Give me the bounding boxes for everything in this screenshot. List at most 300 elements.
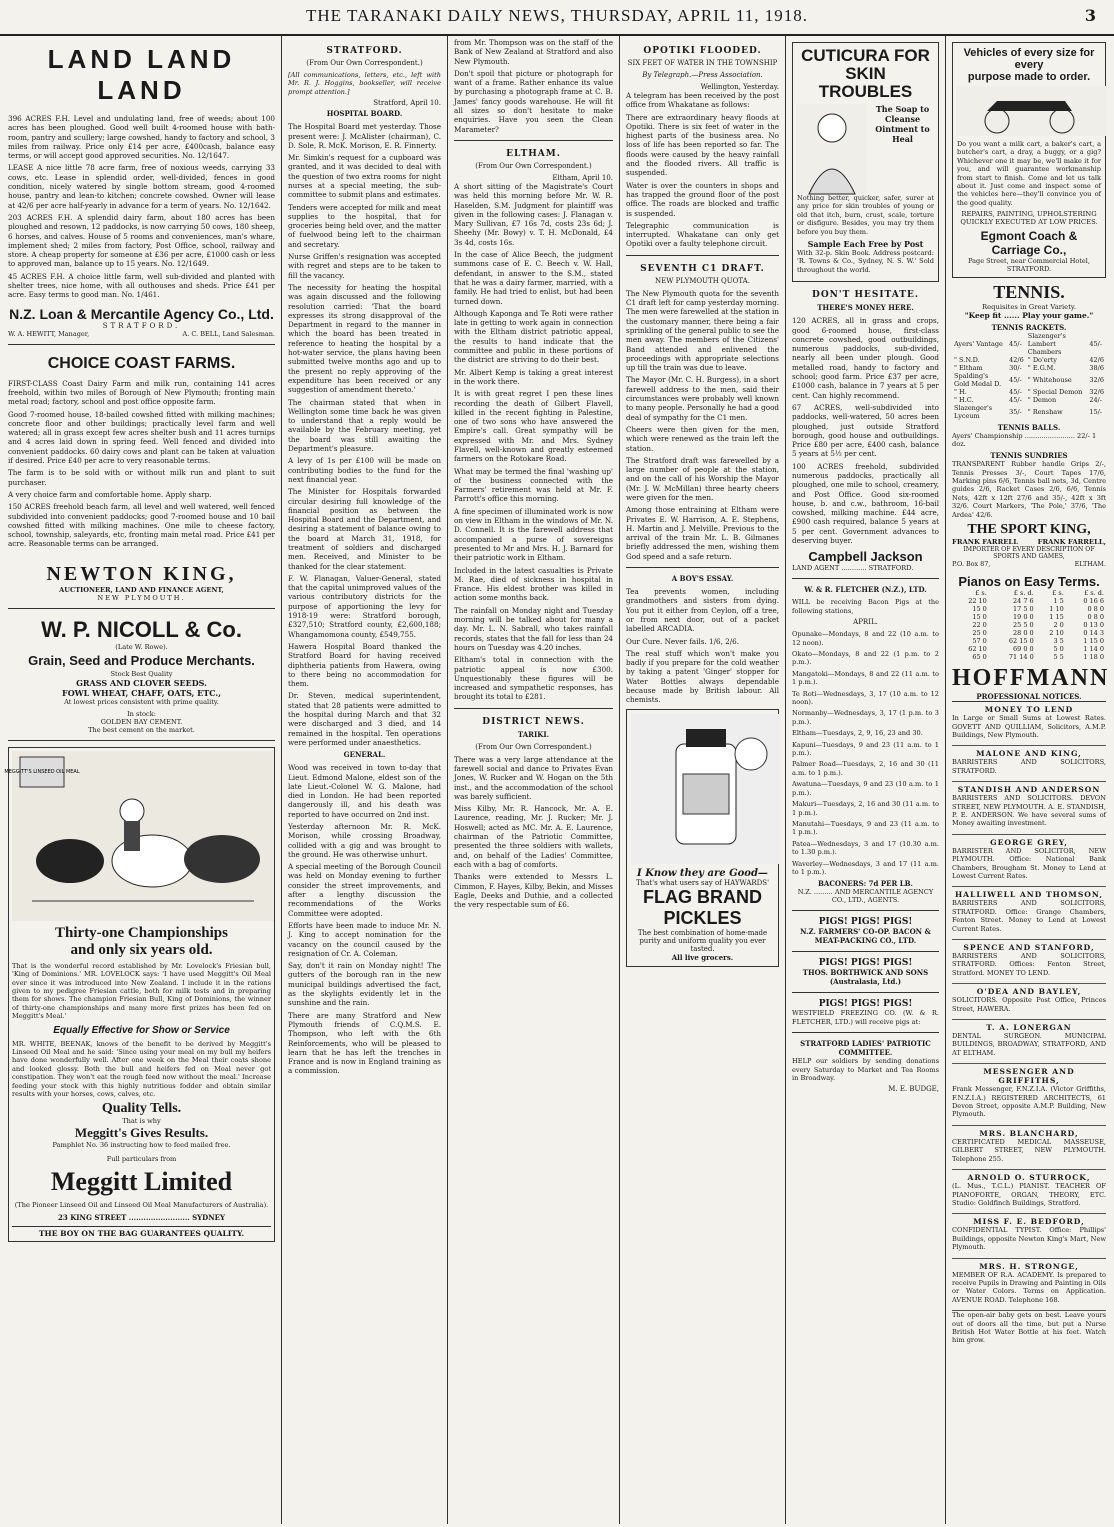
- land-listing: 203 ACRES F.H. A splendid dairy farm, about 180 acres has been ploughed and resown, 12 paddocks, is now carrying 50 cows, 180 sheep, 6 horses, and calves. House of 5 rooms and conveniences, man's whare, implement shed; 2 miles from factory, Post Office, school, railway and store. A cheap property for someone at £36 per acre, £1000 cash or less to approved man, balance up to 15 years. No. 12/1649.: [8, 212, 275, 269]
- prof-card-text: In Large or Small Sums at Lowest Rates. GOVETT AND QUILLIAM, Solicitors, A.M.P. Buildings, New Plymouth.: [952, 714, 1106, 739]
- table-cell: 5 5: [1053, 653, 1064, 662]
- station-line: Te Roti—Wednesdays, 3, 17 (10 a.m. to 12 noon).: [792, 689, 939, 707]
- table-cell: 1 18 0: [1083, 653, 1104, 662]
- telegraph-note: By Telegraph.—Press Association.: [642, 71, 763, 79]
- column-6: [946, 36, 1112, 1524]
- station-line: Okato—Mondays, 8 and 22 (1 p.m. to 2 p.m.).: [792, 650, 939, 667]
- table-row: [952, 388, 1106, 396]
- table-row: [952, 589, 1106, 597]
- table-cell: £ s.: [975, 589, 987, 598]
- haywards-quote: I Know they are Good—: [637, 867, 768, 879]
- nz-loan-name: N.Z. Loan & Mercantile Agency Co., Ltd.: [9, 305, 274, 322]
- table-row: [952, 404, 1106, 420]
- prof-card-text: Frank Messenger, F.N.Z.I.A. (Victor Griffiths, F.N.Z.I.A.) REGISTERED ARCHITECTS, 61 Devon Street, opposite A.M.P. Building, New Plymouth.: [952, 1085, 1106, 1119]
- table-row: [952, 629, 1106, 637]
- cuticura-side: The Soap to Cleanse Ointment to Heal: [875, 104, 930, 144]
- station-line: Waverley—Wednesdays, 3 and 17 (11 a.m. to 1 p.m.).: [792, 859, 939, 876]
- prof-card: [952, 835, 1106, 888]
- essay-heading: A BOY'S ESSAY.: [671, 574, 734, 584]
- choice-para: The farm is to be sold with or without milk run and plant to suit purchaser.: [8, 468, 275, 487]
- egmont-coach-ad: [952, 42, 1106, 278]
- article-para: Mr. Simkin's request for a cupboard was granted, and it was decided to deal with the question of two extra rooms for night nurses at a special meeting, the sub-committee to submit plans and estimates.: [288, 153, 441, 200]
- nicoll-line: Stock Best Quality: [110, 669, 173, 678]
- article-para: Telegraphic communication is interrupted. Whakatane can only get Opotiki over a faulty telephone circuit.: [626, 220, 779, 249]
- table-cell: " Demon: [1027, 396, 1057, 405]
- table-cell: " E.G.M.: [1027, 364, 1056, 373]
- article-para: Among those entraining at Eltham were Privates E. W. Harrison, A. E. Stephens, H. Martin and J. Melville. Previous to the arrival of the train Mr. L. B. Gilmanes briefly addressed the men, wishing them God speed and a safe return.: [626, 505, 779, 561]
- prof-card: [952, 1126, 1106, 1170]
- article-para: A special meeting of the Borough Council was held on Monday evening to further consider the street improvements, and after a lengthy discussion the recommendations of the Works Committee were adopted.: [288, 862, 441, 918]
- campbell-jackson: Campbell Jackson: [808, 549, 923, 565]
- article-para: There are many Stratford and New Plymouth friends of C.Q.M.S. E. Thompson, who left with the 6th Reinforcements, who will be pleased to learn that he has left the trenches in France and is now in England training as a commission.: [288, 1010, 441, 1076]
- nicoll-line: GOLDEN BAY CEMENT.: [100, 717, 183, 726]
- vehicles-head1: Vehicles of every size for every: [963, 47, 1095, 71]
- table-cell: 65 0: [972, 653, 987, 662]
- table-row: [952, 645, 1106, 653]
- flag-brand: FLAG BRAND: [643, 886, 762, 907]
- article-para: The Minister for Hospitals forwarded circular desiring full knowledge of the financial position as between the Hospital Board and the Department, and desiring a statement of balance owing to the board at March 31, 1918, for treatment of soldiers and discharged men. Received, and Minister to be thanked for the clear statement.: [288, 487, 441, 571]
- nicoll-late: (Late W. Rowe).: [115, 642, 168, 651]
- prof-card-text: BARRISTERS AND SOLICITORS, STRATFORD.: [952, 758, 1106, 775]
- table-cell: Slazenger's Lyceum: [954, 404, 993, 421]
- article-para: It is with great regret I pen these lines recording the death of Gilbert Flavell, killed in the recent fighting in Palestine, one of two sons who have answered the Empire's call. Great sympathy will be expressed with Mr. and Mrs. Sydney Flavell, well-known and greatly esteemed farmers on the Rotokare Road.: [454, 389, 613, 464]
- pigs-banner: PIGS! PIGS! PIGS!: [818, 999, 913, 1010]
- rackets-table: [952, 332, 1106, 420]
- choice-coast-title: CHOICE COAST FARMS.: [47, 354, 236, 372]
- pigs-banner: PIGS! PIGS! PIGS!: [818, 958, 913, 969]
- meggitt-pamphlet: Pamphlet No. 36 instructing how to feed mailed free.: [52, 1141, 231, 1150]
- table-cell: £ s. d.: [1084, 589, 1104, 598]
- table-cell: " H.: [954, 388, 967, 397]
- meggitt-address: 23 KING STREET ......................... SYDNEY: [58, 1213, 225, 1223]
- table-cell: 57 0: [972, 637, 987, 646]
- nz-agency: N.Z. ......... AND MERCANTILE AGENCY CO., LTD., AGENTS.: [797, 888, 934, 905]
- prof-card-text: BARRISTER AND SOLICITOR, NEW PLYMOUTH. Office: National Bank Chambers, Brougham St. Money to Lend at Lowest Current Rates.: [952, 846, 1106, 880]
- balls-line: Ayers' Championship ........................ 22/- 1 doz.: [952, 432, 1097, 449]
- importer-line: IMPORTER OF EVERY DESCRIPTION OF SPORTS AND GAMES,: [963, 546, 1095, 561]
- station-line: Makuri—Tuesdays, 2, 16 and 30 (11 a.m. to 1 p.m.).: [792, 800, 939, 817]
- essay-body: Tea prevents women, including grandmothers and sisters from dying. You put it either from Ceylon, off a tree, or from next door, out of a packet labelled ARCADIA.: [626, 587, 779, 634]
- budge-sign: M. E. BUDGE,: [888, 1085, 939, 1094]
- prof-card-text: MESSENGER AND GRIFFITHS,: [983, 1067, 1075, 1086]
- sample-body: With 32-p. Skin Book. Address postcard: 'R. Towns & Co., Sydney, N. S. W.' Sold throughout the world.: [797, 249, 934, 274]
- article-para: Although Kaponga and Te Roti were rather late in getting to work again in connection with the Eltham district patriotic appeal, the results to hand indicate that the committee and public in these portions of the district are striving to do their best.: [454, 308, 613, 365]
- table-cell: 62 15 0: [1008, 637, 1034, 646]
- hospital-board-heading: HOSPITAL BOARD.: [326, 109, 403, 119]
- article-para: There are extraordinary heavy floods at Opotiki. There is six feet of water in the highest parts of the business area. No loss of life has been reported so far. The floods were caused by the heavy rainfall and the flooded rivers. All traffic is suspended.: [626, 112, 779, 178]
- meggitt-ad: [4, 747, 275, 1243]
- dateline: Stratford, April 10.: [373, 99, 441, 108]
- table-cell: " Do'erty: [1027, 356, 1057, 365]
- communications-note: [All communications, letters, etc., left with Mr. R. J. Hoggins, bookseller, will receive prompt attention.]: [288, 71, 441, 96]
- rackets-heading: TENNIS RACKETS.: [991, 323, 1067, 333]
- prof-card-text: CERTIFICATED MEDICAL MASSEUSE, GILBERT STREET, NEW PLYMOUTH. Telephone 255.: [952, 1137, 1106, 1163]
- nz-loan-place: STRATFORD.: [102, 321, 181, 330]
- table-cell: 19 0 0: [1013, 613, 1034, 622]
- prof-card-text: GEORGE GREY,: [990, 837, 1068, 847]
- campbell-sub: LAND AGENT ............ STRATFORD.: [792, 564, 914, 573]
- dateline: Eltham, April 10.: [552, 173, 613, 182]
- choice-para: Good 7-roomed house, 18-bailed cowshed fitted with milking machines; concrete floor and other buildings; practically level farm and well watered; all in grass except few acres shelter bush and 11 acres turnips and 4 acres laid down in spring feed. Well fenced and divided into convenient paddocks. 60 dairy cows and plant can be taken at valuation if desired. Price £40 per acre to very reasonable terms.: [8, 409, 275, 466]
- table-cell: 1 15: [1049, 613, 1064, 622]
- haywards-ad: [626, 709, 779, 967]
- table-cell: " Eltham: [954, 364, 983, 373]
- table-cell: 24/-: [1089, 396, 1103, 405]
- article-para: The New Plymouth quota for the seventh C1 draft left for camp yesterday morning. The men were farewelled at the station in the customary manner, there being a fair sprinkling of the general public to see the men away. The members of the Citizens' Band attended and enlivened the proceedings with appropriate selections up till the train was due to leave.: [626, 288, 779, 373]
- table-cell: 1 14 0: [1083, 645, 1104, 654]
- station-line: Awatuna—Tuesdays, 9 and 23 (10 a.m. to 1 p.m.).: [792, 780, 939, 797]
- table-cell: 1 5: [1053, 597, 1064, 606]
- eltham-place: ELTHAM.: [1074, 560, 1106, 569]
- article-para: A short sitting of the Magistrate's Court was held this morning before Mr. W. R. Haselden, S.M. Judgment for plaintiff was given in the following cases: J. Flanagan v. Mary Sullivan, £7 16s 7d, costs 23s 6d; J. Sheehy (Mr. Bowy) v. T. H. McDonald, £4 3s 4d, costs 16s.: [454, 181, 613, 247]
- table-cell: 62 10: [968, 645, 987, 654]
- prof-card-text: MRS. BLANCHARD,: [979, 1128, 1079, 1138]
- table-cell: 32/6: [1089, 388, 1104, 397]
- borthwick-heading: THOS. BORTHWICK AND SONS (Australasia, Ltd.): [802, 968, 929, 987]
- table-row: [952, 332, 1106, 356]
- table-cell: £ s. d.: [1013, 589, 1034, 598]
- prof-card: [952, 702, 1106, 746]
- egmont-address: Page Street, near Commercial Hotel, STRATFORD.: [968, 257, 1090, 274]
- article-para: Don't spoil that picture or photograph for want of a frame. Rather enhance its value by purchasing a photograph frame at C. B. James' fancy goods warehouse. He will fit all sizes so don't hesitate to make enquiries. Have you seen the Clean Marameter?: [454, 68, 613, 134]
- table-cell: Slazenger's Lambert Chambers: [1027, 332, 1066, 357]
- article-para: Nurse Griffen's resignation was accepted with regret and steps are to be taken to fill the vacancy.: [288, 252, 441, 280]
- pigs-banner: PIGS! PIGS! PIGS!: [818, 917, 913, 928]
- table-cell: 45/-: [1009, 388, 1022, 397]
- prof-card-text: DENTAL SURGEON. MUNICIPAL BUILDINGS, BROADWAY, STRATFORD, AND AT ELTHAM.: [952, 1032, 1106, 1057]
- piano-table: [952, 589, 1106, 661]
- meggitt-bag-guarantee: THE BOY ON THE BAG GUARANTEES QUALITY.: [12, 1226, 271, 1238]
- ladies-heading: STRATFORD LADIES' PATRIOTIC COMMITTEE.: [800, 1039, 931, 1058]
- prof-card-text: (L. Mus., T.C.L.) PIANIST. TEACHER OF PIANOFORTE, ORGAN, THEORY, ETC. Studio: Goldfinch Buildings, Stratford.: [952, 1182, 1106, 1207]
- april: APRIL.: [853, 618, 878, 627]
- article-para: Yesterday afternoon Mr. R. McK. Morison, while crossing Broadway, collided with a gig and was brought to the ground. He was otherwise unhurt.: [288, 822, 441, 859]
- choice-para: FIRST-CLASS Coast Dairy Farm and milk run, containing 141 acres freehold, within two miles of Borough of New Plymouth; fronting main metal road; factory, school and post office opposite farm.: [8, 378, 275, 407]
- prof-card-text: T. A. LONERGAN: [986, 1023, 1072, 1033]
- table-cell: 35/-: [1009, 408, 1022, 417]
- table-cell: " Special Demon: [1027, 388, 1083, 397]
- money-here: THERE'S MONEY HERE.: [817, 303, 914, 313]
- baby-footnote: The open-air baby gets on best. Leave yours out of doors all the time, but put a Nurse British Hot Water Bottle at his feet. Watch him grow.: [952, 1311, 1106, 1345]
- column-3: [448, 36, 620, 1524]
- table-cell: 0 16 6: [1083, 597, 1104, 606]
- newton-sub: AUCTIONEER, LAND AND FINANCE AGENT,: [59, 585, 224, 594]
- dateline: Wellington, Yesterday.: [700, 83, 779, 91]
- prof-card-text: MISS F. E. BEDFORD,: [973, 1217, 1085, 1227]
- prof-card-text: BARRISTERS AND SOLICITORS, STRATFORD. Office: Grange Chambers, Fenton Street. Money to Lend at Lowest Current Rates.: [952, 899, 1106, 933]
- cuticura-head1: CUTICURA FOR: [801, 46, 930, 65]
- eltham-heading: ELTHAM.: [506, 148, 561, 159]
- station-line: Eltham—Tuesdays, 2, 9, 16, 23 and 30.: [792, 729, 923, 738]
- article-para: There was a very large attendance at the farewell social and dance to Privates Evan Jones, W. Rucker and W. Hogan on the 5th inst., and the accommodation of the school was barely sufficient.: [454, 754, 613, 801]
- cuticura-body: Nothing better, quicker, safer, surer at any price for skin troubles of young or old that itch, burn, crust, scale, torture or disfigure. Besides, you may try them before you buy them.: [797, 194, 934, 236]
- meggitt-full: Full particulars from: [106, 1155, 177, 1164]
- vehicles-head2: purpose made to order.: [967, 71, 1091, 83]
- haywards-line: That's what users say of HAYWARDS': [636, 878, 769, 887]
- station-line: Palmer Road—Tuesdays, 2, 16 and 30 (11 a.m. to 1 p.m.).: [792, 760, 939, 777]
- prof-card-text: O'DEA AND BAYLEY,: [976, 987, 1082, 997]
- prof-card: [952, 1259, 1106, 1312]
- general-heading: GENERAL.: [343, 750, 386, 760]
- station-line: Manutahi—Tuesdays, 9 and 23 (11 a.m. to 1 p.m.).: [792, 819, 939, 837]
- station-line: Normanby—Wednesdays, 3, 17 (1 p.m. to 3 p.m.).: [792, 709, 939, 726]
- land-listing: LEASE A nice little 78 acre farm, free of noxious weeds, carrying 33 cows, etc. Lease in splendid order, well-divided, fences in good condition, nicely watered by single bottom stream, good 4-roomed house, pantry and lean-to kitchen; concrete cowshed. Owner will lease at 42/6 per acre half-yearly in advance for a term of years. No. 12/1642.: [8, 163, 275, 210]
- table-cell: 1 15 0: [1083, 637, 1104, 646]
- prof-card-text: MALONE AND KING,: [976, 749, 1082, 759]
- article-para: A telegram has been received by the post office from Whakatane as follows:: [626, 91, 779, 110]
- article-para: Cheers were then given for the men, which were renewed as the train left the station.: [626, 424, 779, 453]
- nz-loan-salesman: A. C. BELL, Land Salesman.: [182, 329, 275, 338]
- table-cell: " H.C.: [954, 396, 974, 405]
- article-para: A fine specimen of illuminated work is now on view in Eltham in the windows of Mr. N. D. Connell. It is the farewell address that accompanied a purse of sovereigns presented to Mr and Mrs. H. J. Barnard for their patriotic work in Eltham.: [454, 506, 613, 563]
- table-row: [952, 653, 1106, 661]
- sundries-body: TRANSPARENT Rubber handle Grips 2/-, Tennis Presses 3/-, Court Tapes 17/6, Marking pins 6/6, Tennis ball nets, 3d, Centre guides 2/6, Racket Cases 2/6, 6/6, Tennis Nets, 42ft x 12ft 27/6 and 35/-, 42ft x 3ft 32/6. Court Markers, 'The Pole,' 37/6, 'The Ardea' 42/6.: [952, 460, 1106, 519]
- prof-card-text: CONFIDENTIAL TYPIST. Office: Phillips' Buildings, opposite Newton King's Mart, New Plymouth.: [952, 1226, 1106, 1252]
- article-para: The chairman stated that when in Wellington some time back he was given to understand that a reply would be available by the February meeting, yet the board was still awaiting the Department's pleasure.: [288, 397, 441, 454]
- column-5: [786, 36, 946, 1524]
- table-cell: 15 0: [972, 613, 987, 622]
- article-para: F. W. Flanagan, Valuer-General, stated that the capital unimproved values of the various contributory districts for the purpose of apportioning the levy for 1918-19 were: Stratford borough, £327,510; Stratford county, £2,600,188; Whangamomona county, £549,755.: [288, 573, 441, 639]
- meggitt-bag-label: MEGGITT'S LINSEED OIL MEAL: [4, 768, 80, 775]
- egmont-name: Egmont Coach & Carriage Co.,: [980, 229, 1078, 258]
- article-para: In the case of Alice Beech, the judgment summons case of E. C. Beech v. W. Hall, defendant, in answer to the S.M., stated that he was a dairy farmer, married, with a family. He had tried to enlist, but had been turned down.: [454, 250, 613, 306]
- article-para: Thanks were extended to Messrs L. Cimmon, F. Hayes, Kilby, Bekin, and Misses Eagle, Deeks and Duthie, and a collected the very respectable sum of £6.: [454, 872, 613, 910]
- prof-card-text: SOLICITORS. Opposite Post Office, Princes Street, HAWERA.: [952, 996, 1106, 1013]
- table-cell: 25 5 0: [1013, 621, 1034, 630]
- table-cell: 25 0: [972, 629, 987, 638]
- pickle-jar-illustration: [631, 714, 781, 864]
- sample-heading: Sample Each Free by Post: [807, 239, 924, 250]
- meggitt-head1: Thirty-one Championships: [55, 924, 228, 941]
- correspondent-note: (From Our Own Correspondent.): [475, 742, 592, 751]
- table-cell: 24 7 6: [1013, 597, 1034, 606]
- district-news-heading: DISTRICT NEWS.: [482, 716, 585, 727]
- land-listing: 100 ACRES freehold, subdivided numerous paddocks, practically all ploughed, one mile to school, creamery, and Post Office. Good six-roomed house, b. and c.w., bathroom, 16-bail cowshed, milking machine. £44 acre, £900 cash required, balance 5 years at 5 per cent. Government advances to deserving buyer.: [792, 461, 939, 546]
- meggitt-limited: Meggitt Limited: [50, 1167, 233, 1197]
- table-cell: 45/-: [1009, 340, 1022, 349]
- table-row: [952, 621, 1106, 629]
- nicoll-grain: Grain, Seed and Produce Merchants.: [28, 652, 255, 668]
- table-cell: 69 0 0: [1013, 645, 1034, 654]
- newton-king: NEWTON KING,: [46, 562, 237, 585]
- table-row: [952, 356, 1106, 364]
- correspondent-note: (From Our Own Correspondent.): [475, 161, 592, 170]
- table-cell: 71 14 0: [1008, 653, 1034, 662]
- fletcher-body: WILL be receiving Bacon Pigs at the following stations,: [792, 598, 939, 615]
- tennis-heading: TENNIS.: [993, 282, 1065, 303]
- article-para: Miss Kilby, Mr. R. Hancock, Mr. A. E. Laurence, reading, Mr. J. Rucker; Mr. J. Hoswell; acted as MC. Mr. A. E. Laurence, chairman of the Patriotic Committee, presented the three soldiers with wallets, and, on behalf of the Ladies' Committee, each with a bag of comforts.: [454, 804, 613, 869]
- table-cell: £ s.: [1052, 589, 1064, 598]
- professional-notices: [952, 692, 1106, 1345]
- balls-heading: TENNIS BALLS.: [997, 423, 1061, 433]
- seventh-draft-heading: SEVENTH C1 DRAFT.: [640, 263, 765, 274]
- table-cell: 0 13 0: [1083, 621, 1104, 630]
- page-number: 3: [1084, 6, 1096, 25]
- meggitt-gives: Meggitt's Gives Results.: [74, 1125, 209, 1141]
- table-row: [952, 637, 1106, 645]
- article-para: Tenders were accepted for milk and meat supplies to the hospital, that for groceries being held over, and the matter of fuelwood being left to the chairman and secretary.: [288, 202, 441, 249]
- prof-card: [952, 940, 1106, 984]
- table-cell: 3 5: [1053, 637, 1064, 646]
- haywards-line: The best combination of home-made purity and uniform quality you ever tasted.: [637, 928, 768, 953]
- table-cell: 45/-: [1009, 396, 1022, 405]
- cuticura-woman-illustration: [797, 104, 867, 194]
- table-cell: 32/6: [1089, 376, 1104, 385]
- fletcher-heading: W. & R. FLETCHER (N.Z.), LTD.: [804, 585, 927, 595]
- column-2: [282, 36, 448, 1524]
- prof-card-text: ARNOLD O. STURROCK,: [967, 1173, 1091, 1183]
- ladies-body: HELP our soldiers by sending donations every Saturday to Market and Tea Rooms in Broadway.: [792, 1057, 939, 1082]
- correspondent-note: (From Our Own Correspondent.): [306, 59, 423, 67]
- prof-card: [952, 782, 1106, 835]
- table-cell: 30/-: [1009, 364, 1022, 373]
- article-para: Efforts have been made to induce Mr. N. J. King to accept nomination for the vacancy on the council caused by the resignation of Cr. A. Coleman.: [288, 920, 441, 958]
- land-listing: 120 ACRES, all in grass and crops, good 6-roomed house, first-class concrete cowshed, good outbuildings, numerous paddocks, sub-divided, nearly all been under plough. Good metalled road, handy to factory and school; good farm. Price £37 per acre, £1000 cash, balance in 7 years at 5 per cent. Can highly recommend.: [792, 316, 939, 400]
- opotiki-sub: SIX FEET OF WATER IN THE TOWNSHIP: [627, 59, 778, 67]
- article-para: The necessity for heating the hospital was again discussed and the following resolution carried: 'That the board expresses its strong disapproval of the Department in regard to the manner in which the board has been treated in reference to heating the hospital by a hot-water service, the plans having been submitted twelve months ago and up to the present no reply approving of the expenditure has been received or any suggestion of amendment thereto.': [288, 282, 441, 395]
- article-para: Dr. Steven, medical superintendent, stated that 28 patients were admitted to the hospital during March and that 32 were discharged and 3 died, and 14 remained in the hospital. Ten operations were performed under anaesthetics.: [288, 691, 441, 747]
- nicoll-line: At lowest prices consistent with prime quality.: [64, 697, 219, 706]
- prof-card-text: STANDISH AND ANDERSON: [957, 785, 1101, 795]
- vehicles-body: Do you want a milk cart, a baker's cart, a butcher's cart, a dray, a buggy, or a gig? Whichever one it may be, we'll make it for you, and will guarantee workmanship from start to finish. Come and let us talk about it. Just come and inspect some of the vehicles here—they'll convince you of the good quality.: [957, 140, 1101, 207]
- land-title: LAND LAND LAND: [47, 44, 236, 105]
- table-row: [952, 396, 1106, 404]
- tennis-keep: "Keep fit ...... Play your game.": [964, 311, 1094, 321]
- nz-loan-manager: W. A. HEWITT, Manager,: [8, 329, 90, 338]
- table-row: [952, 613, 1106, 621]
- article-para: Water is over the counters in shops and has trapped the ground floor of the post office. The roads are blocked and traffic is suspended.: [626, 180, 779, 218]
- newton-place: NEW PLYMOUTH.: [97, 593, 186, 602]
- table-cell: 42/6: [1089, 356, 1104, 365]
- table-cell: " Whitehouse: [1027, 376, 1072, 385]
- article-para: The Hospital Board met yesterday. Those present were: J. McAlister (chairman), C. D. Sole, R. McK. Morison, E. R. Finnerty.: [288, 122, 441, 150]
- station-line: Opunake—Mondays, 8 and 22 (10 a.m. to 12 noon).: [792, 630, 939, 647]
- table-cell: 15 0: [972, 605, 987, 614]
- prof-card-text: HALLIWELL AND THOMSON,: [954, 890, 1104, 900]
- table-cell: 0 8 0: [1087, 613, 1104, 622]
- masthead: [0, 0, 1114, 36]
- table-cell: 2 10: [1049, 629, 1064, 638]
- column-1: [2, 36, 282, 1524]
- nicoll-line: FOWL WHEAT, CHAFF, OATS, ETC.,: [62, 687, 221, 698]
- station-line: Kapuni—Tuesdays, 9 and 23 (11 a.m. to 1 p.m.).: [792, 740, 939, 758]
- carriage-illustration: [957, 86, 1107, 136]
- cuticura-head2: SKIN TROUBLES: [818, 64, 913, 101]
- table-cell: 2 0: [1053, 621, 1064, 630]
- opotiki-heading: OPOTIKI FLOODED.: [643, 46, 762, 56]
- sundries-heading: TENNIS SUNDRIES: [990, 451, 1068, 461]
- frank-farrell: FRANK FARRELL: [952, 538, 1018, 547]
- article-para: A levy of 1s per £100 will be made on contributing bodies to the fund for the next financial year.: [288, 456, 441, 484]
- prof-card-text: SPENCE AND STANFORD,: [963, 943, 1095, 952]
- pickles: PICKLES: [663, 907, 742, 928]
- land-listing: 45 ACRES F.H. A choice little farm, well sub-divided and planted with shelter trees, nice home, with all outhouses and sheds. Price £41 per acre. Easy terms to good man. No. 1/461.: [8, 271, 275, 300]
- arcadia-line: Our Cure. Never fails. 1/6, 2/6.: [626, 636, 739, 646]
- table-row: [952, 597, 1106, 605]
- table-cell: 0 8 0: [1087, 605, 1104, 614]
- tariki-heading: TARIKI.: [517, 729, 550, 739]
- pianos-heading: Pianos on Easy Terms.: [958, 574, 1100, 590]
- article-para: The Stratford draft was farewelled by a large number of people at the station, and on the call of his Worship the Mayor (Mr. J. W. McMillan) three hearty cheers were given for the men.: [626, 455, 779, 502]
- prof-card: [952, 746, 1106, 782]
- prof-card: [952, 1020, 1106, 1064]
- prof-card-text: MEMBER OF R.A. ACADEMY. Is prepared to receive Pupils in Drawing and Painting in Oils or Water Colors. Terms on Application. AVENUE ROAD. Telephone 168.: [952, 1270, 1106, 1304]
- meggitt-cattle-illustration: [4, 751, 274, 921]
- prof-card: [952, 1214, 1106, 1258]
- article-para: Wood was received in town to-day that Lieut. Edmond Malone, eldest son of the late Lieut.-Colonel W. G. Malone, had died in London. He had been reported dangerously ill, and his death was reported to have occurred on 2nd inst.: [288, 763, 441, 819]
- table-cell: " S.N.D.: [954, 356, 980, 365]
- station-line: Mangatoki—Mondays, 8 and 22 (11 a.m. to 1 p.m.).: [792, 669, 939, 687]
- table-cell: 17 5 0: [1013, 605, 1034, 614]
- article-para: The Mayor (Mr. C. H. Burgess), in a short farewell address to the men, said their circumstances were probably well known to many people. Personally he had a good deal of sympathy for the C1 men.: [626, 375, 779, 422]
- nicoll-line: GRASS AND CLOVER SEEDS.: [76, 677, 207, 688]
- meggitt-show: Equally Effective for Show or Service: [53, 1024, 230, 1036]
- quality-tells: Quality Tells.: [101, 1101, 182, 1117]
- table-cell: 22 0: [972, 621, 987, 630]
- sport-king: THE SPORT KING,: [967, 522, 1091, 538]
- baconers: BACONERS: 7d PER LB.: [818, 879, 913, 889]
- cuticura-ad: [792, 42, 939, 282]
- prof-card-text: BARRISTERS AND SOLICITORS, STRATFORD. Offices: Fenton Street, Stratford. MONEY TO LEND.: [952, 952, 1106, 977]
- prof-card: [952, 1170, 1106, 1214]
- masthead-title: THE TARANAKI DAILY NEWS, THURSDAY, APRIL 11, 1918.: [305, 6, 809, 25]
- article-para: Hawera Hospital Board thanked the Stratford Board for having received diphtheria patients from Hawera, owing to there being no accommodation for them.: [288, 641, 441, 689]
- table-cell: 15/-: [1089, 408, 1103, 417]
- nicoll-line: The best cement on the market.: [88, 725, 195, 734]
- table-cell: Ayers' Vantage: [954, 340, 1003, 349]
- table-cell: 0 14 3: [1083, 629, 1104, 638]
- station-line: Patea—Wednesdays, 3 and 17 (10.30 a.m. to 1.30 p.m.).: [792, 839, 939, 857]
- table-cell: 38/6: [1089, 364, 1104, 373]
- article-para: from Mr. Thompson was on the staff of the Bank of New Zealand at Stratford and also New Plymouth.: [454, 38, 613, 66]
- repairs-line: REPAIRS, PAINTING, UPHOLSTERING QUICKLY EXECUTED AT LOW PRICES.: [960, 210, 1098, 227]
- nicoll-line: In stock:: [127, 709, 156, 718]
- frank-farrell: FRANK FARRELL,: [1037, 538, 1106, 547]
- column-4: [620, 36, 786, 1524]
- arcadia-line: The real stuff which won't make you badly if you prepare for the cold weather by taking a patent 'Ginger' stopper for Water Bottles always dependable because made by British labour. All chemists.: [626, 648, 779, 705]
- table-cell: 28 0 0: [1013, 629, 1034, 638]
- nzf-heading: N.Z. FARMERS' CO-OP. BACON & MEAT-PACKING CO., LTD.: [800, 927, 931, 946]
- prof-card-text: MRS. H. STRONGE,: [979, 1261, 1079, 1271]
- table-row: [952, 605, 1106, 613]
- haywards-line: All live grocers.: [671, 952, 734, 962]
- prof-card-text: MONEY TO LEND: [984, 705, 1074, 715]
- quota-heading: NEW PLYMOUTH QUOTA.: [655, 276, 750, 285]
- prof-card: [952, 1064, 1106, 1126]
- table-cell: " Renshaw: [1027, 408, 1063, 417]
- po-box: P.O. Box 87,: [952, 560, 991, 569]
- quality-sub: That is why: [122, 1117, 161, 1126]
- article-para: Mr. Albert Kemp is taking a great interest in the work there.: [454, 367, 613, 386]
- meggitt-head2: and only six years old.: [70, 941, 213, 958]
- land-listing: 396 ACRES F.H. Level and undulating land, free of weeds; about 100 acres has been ploughed. Good well built 4-roomed house with bath-room, pantry and scullery; large cowshed, handy to factory and school, 3 miles from railway. Price only £14 per acre, £400cash, balance easy terms, or will accept good approved securities. No. 12/1647.: [8, 114, 275, 161]
- dont-hesitate: DON'T HESITATE.: [812, 290, 919, 301]
- table-cell: Spalding's Gold Medal D.: [954, 372, 1002, 389]
- article-para: The rainfall on Monday night and Tuesday morning will be talked about for many a day. Mr. L. N. Sabrall, who takes rainfall records, states that the fall for less than 24 hours on Tuesday was 4.20 inches.: [454, 605, 613, 652]
- table-row: [952, 364, 1106, 372]
- article-para: Included in the latest casualties is Private M. Rae, died of sickness in hospital in France. His eldest brother was killed in action some months back.: [454, 565, 613, 603]
- nicoll-name: W. P. NICOLL & Co.: [41, 616, 242, 642]
- meggitt-body: That is the wonderful record established by Mr. Lovelock's Friesian bull, 'King of Dominions.' MR. LOVELOCK says: 'I have used Meggitt's Oil Meal ever since it was introduced into New Zealand. I include it in the rations given to my pedigree Friesian cattle, both for milk tests and in preparing them for shows. The champion Friesian Bull, King of Dominions, the winner of thirty-one championships and many more first prizes has been fed on Meggitt's Meal.': [12, 961, 271, 1021]
- article-para: Eltham's total in connection with the patriotic appeal is now £300. Unquestionably these figures will be increased and sympathetic responses, has brought its total to £281.: [454, 655, 613, 702]
- choice-para: 150 ACRES freehold beach farm, all level and well watered, well fenced subdivided into convenient paddocks; good 7-roomed house and 10 bail cowshed fitted with milking machines. One mile to cheese factory, school, township, saleyards, etc, fronting main metal road. Price £41 per acre. Reasonable terms can be arranged.: [8, 502, 275, 549]
- table-cell: 45/-: [1009, 376, 1022, 385]
- hoffmann: HOFFMANN: [952, 665, 1110, 692]
- table-cell: 1 10: [1049, 605, 1064, 614]
- table-cell: 5 0: [1053, 645, 1064, 654]
- prof-title: PROFESSIONAL NOTICES.: [952, 692, 1106, 702]
- table-cell: 22 10: [968, 597, 987, 606]
